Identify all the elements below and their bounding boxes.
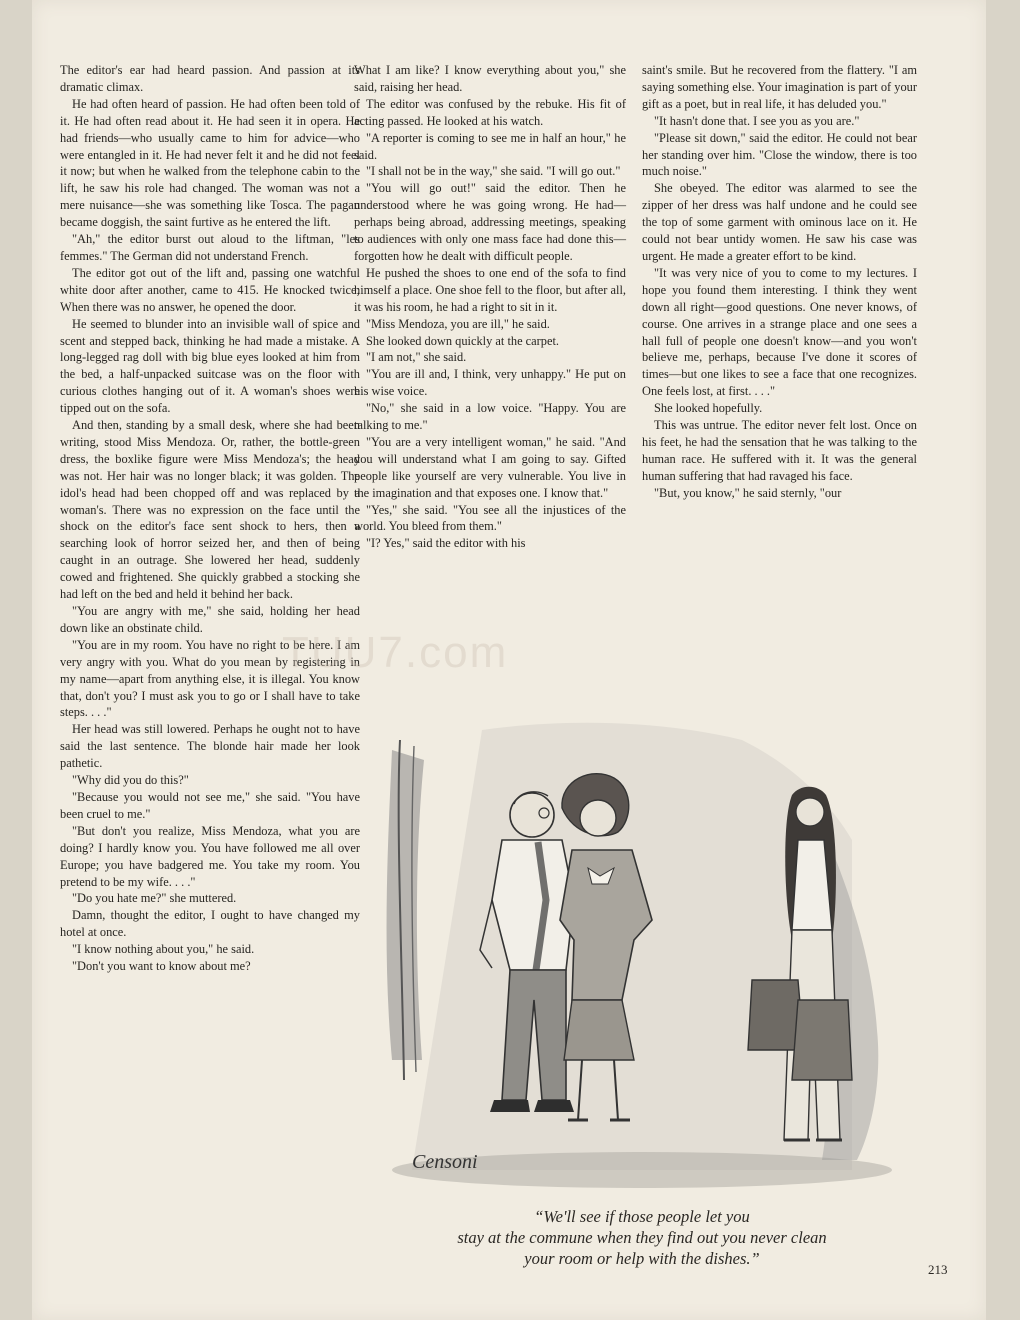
paragraph: "It was very nice of you to come to my lectures. I hope you found them interesting. I think they went down all right—good questions. One never knows, of course. One arrives in a strange place and one sees a hall full of people one doesn't know—and you won't believe me, perhaps, because I've done it scores of times—but one likes to see a face that one recognizes. One feels lost, at first. . . ." [642,265,917,399]
paragraph: "You are a very intelligent woman," he said. "And you will understand what I am going to say. Gifted people like yourself are very vulnerable. You live in the imagination and that exposes one. I know that." [354,434,626,500]
paragraph: And then, standing by a small desk, where she had been writing, stood Miss Mendoza. Or, rather, the bottle-green dress, the boxlike figure were Miss Mendoza's; the head was not. Her hair was no longer black; it was golden. The idol's head had been chopped off and was replaced by a woman's. There was no expression on the face until the shock on the editor's face sent shock to hers, then a searching look of horror seized her, and then of being caught in an outrage. She lowered her head, suddenly cowed and frightened. She quickly grabbed a stocking she had left on the bed and held it behind her back. [60,418,360,602]
paragraph: She looked hopefully. [654,401,763,416]
paragraph: "You are angry with me," she said, holding her head down like an obstinate child. [60,604,360,635]
paragraph: saint's smile. But he recovered from the flattery. "I am saying something else. Your imagination is part of your gift as a poet, but in real life, it has deluded you." [642,63,917,111]
paragraph: "I know nothing about you," he said. [72,942,255,957]
paragraph: "But don't you realize, Miss Mendoza, what you are doing? I hardly know you. You have followed me all over Europe; you have badgered me. You take my room. You pretend to be my wife. . . ." [60,823,360,889]
paragraph: "Because you would not see me," she said. "You have been cruel to me." [60,789,360,821]
paragraph: She obeyed. The editor was alarmed to see the zipper of her dress was half undone and he could see the top of some garment with ominous lace on it. He could not bear untidy women. He saw his case was urgent. He made a greater effort to be kind. [642,181,917,263]
paragraph: "A reporter is coming to see me in half an hour," he said. [354,130,626,162]
paragraph: "I? Yes," said the editor with his [366,536,526,551]
cartoon-illustration [352,700,922,1200]
paragraph: "You are ill and, I think, very unhappy." He put on his wise voice. [354,367,626,399]
paragraph: What I am like? I know everything about you," she said, raising her head. [354,63,626,94]
caption-line-1: “We'll see if those people let you [534,1207,750,1226]
paragraph: "No," she said in a low voice. "Happy. You are talking to me." [354,401,626,433]
paragraph: "You are in my room. You have no right to be here. I am very angry with you. What do you mean by registering in my name—apart from anything else, it is illegal. You know that, don't you? I must ask you to go or I shall have to take steps. . . ." [60,637,360,720]
cartoon-caption [372,1206,912,1269]
watermark: TUU7.com [282,628,509,677]
paragraph: "I shall not be in the way," she said. "I will go out." [366,164,621,179]
paragraph: "But, you know," he said sternly, "our [654,485,842,500]
paragraph: Her head was still lowered. Perhaps he ought not to have said the last sentence. The blonde hair made her look pathetic. [60,722,360,771]
paragraph: "Miss Mendoza, you are ill," he said. [366,316,550,331]
caption-line-3: your room or help with the dishes.” [524,1249,760,1268]
artist-signature: Censoni [412,1151,478,1173]
text-column-1 [60,62,360,975]
paragraph: "Please sit down," said the editor. He could not bear her standing over him. "Close the window, there is too much noise." [642,130,917,179]
paragraph: "I am not," she said. [366,350,467,365]
paragraph: "Do you hate me?" she muttered. [72,891,237,906]
paragraph: She looked down quickly at the carpet. [366,333,560,348]
paragraph: "It hasn't done that. I see you as you are." [654,113,860,128]
paragraph: "Don't you want to know about me? [72,959,251,974]
paragraph: The editor got out of the lift and, passing one watchful white door after another, came to 415. He knocked twice; When there was no answer, he opened the door. [60,265,360,314]
paragraph: "Ah," the editor burst out aloud to the liftman, "les femmes." The German did not understand French. [60,232,360,263]
paragraph: "You will go out!" said the editor. Then he understood where he was going wrong. He had—perhaps being abroad, addressing meetings, speaking to audiences with only one mass face had done this—forgotten how he dealt with difficult people. [354,181,626,263]
text-column-2 [354,62,626,552]
paragraph: He pushed the shoes to one end of the sofa to find himself a place. One shoe fell to the floor, but after all, it was his room, he had a right to sit in it. [354,265,626,314]
paragraph: The editor was confused by the rebuke. His fit of acting passed. He looked at his watch. [354,96,626,128]
paragraph: He had often heard of passion. He had often been told of it. He had often read about it. He had seen it in opera. He had friends—who usually came to him for advice—who were entangled in it. He had never felt it and he did not feel it now; but when he walked from the telephone cabin to the lift, he saw his role had changed. The woman was not a mere nuisance—she was something like Tosca. The pagan became doggish, the saint furtive as he entered the lift. [60,96,360,230]
magazine-page [32,0,986,1320]
paragraph: "Yes," she said. "You see all the injustices of the world. You bleed from them." [354,502,626,534]
paragraph: The editor's ear had heard passion. And passion at its dramatic climax. [60,63,360,94]
caption-line-2: stay at the commune when they find out you never clean [457,1228,827,1247]
paragraph: Damn, thought the editor, I ought to have changed my hotel at once. [60,908,360,940]
page-number: 213 [928,1262,948,1277]
paragraph: "Why did you do this?" [72,773,189,788]
paragraph: He seemed to blunder into an invisible wall of spice and scent and stepped back, thinking he had made a mistake. A long-legged rag doll with big blue eyes looked at him from the bed, a half-unpacked suitcase was on the floor with curious clothes hanging out of it. A woman's shoes were tipped out on the sofa. [60,316,360,416]
text-column-3 [642,62,917,502]
paragraph: This was untrue. The editor never felt lost. Once on his feet, he had the sensation that he was talking to the human race. He suffered with it. It was the general human suffering that had ravaged his face. [642,418,917,483]
